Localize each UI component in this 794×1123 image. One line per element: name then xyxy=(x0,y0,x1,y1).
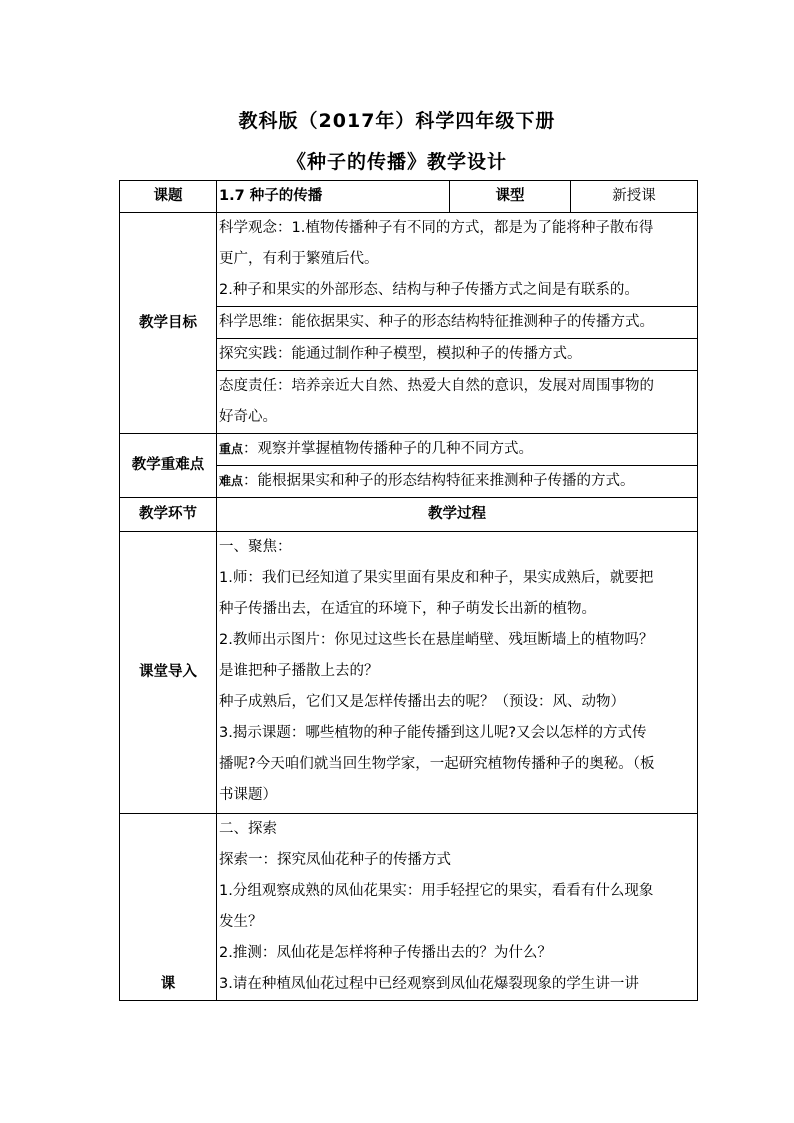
explore-label: 课 xyxy=(120,814,217,1001)
objective-attitude xyxy=(217,371,698,434)
stage-label: 教学环节 xyxy=(120,498,217,532)
key-prefix: 重点 xyxy=(219,442,244,456)
lesson-plan-table xyxy=(119,180,698,1001)
explore-line: 发生？ xyxy=(219,914,263,930)
difficult-point xyxy=(217,466,698,498)
intro-line: 1.师：我们已经知道了果实里面有果皮和种子，果实成熟后，就要把 xyxy=(219,570,654,586)
intro-line: 播呢?今天咱们就当回生物学家，一起研究植物传播种子的奥秘。（板 xyxy=(219,756,655,772)
intro-row xyxy=(120,532,698,814)
process-header-row xyxy=(120,498,698,532)
type-label: 课型 xyxy=(450,181,571,213)
objectives-row-1 xyxy=(120,213,698,307)
intro-line: 种子传播出去，在适宜的环境下，种子萌发长出新的植物。 xyxy=(219,601,596,617)
intro-line: 一、聚焦： xyxy=(219,539,292,555)
objective-science-thinking xyxy=(217,307,698,339)
intro-content xyxy=(217,532,698,814)
key-points-row-1 xyxy=(120,434,698,466)
explore-line: 二、探索 xyxy=(219,821,277,837)
objective-text: 科学观念：1.植物传播种子有不同的方式，都是为了能将种子散布得 xyxy=(219,220,654,236)
document-title-line2: 《种子的传播》教学设计 xyxy=(286,151,507,173)
header-row xyxy=(120,181,698,213)
objective-text: 探究实践：能通过制作种子模型，模拟种子的传播方式。 xyxy=(219,346,582,362)
explore-line: 探索一：探究凤仙花种子的传播方式 xyxy=(219,852,451,868)
key-point xyxy=(217,434,698,466)
objective-text: 更广，有利于繁殖后代。 xyxy=(219,251,379,267)
intro-line: 种子成熟后，它们又是怎样传播出去的呢？（预设：风、动物） xyxy=(219,694,625,710)
explore-content xyxy=(217,814,698,1001)
objective-text: 科学思维：能依据果实、种子的形态结构特征推测种子的传播方式。 xyxy=(219,314,654,330)
difficult-text: ：能根据果实和种子的形态结构特征来推测种子传播的方式。 xyxy=(243,473,635,489)
topic-value: 1.7 种子的传播 xyxy=(217,181,450,213)
type-value: 新授课 xyxy=(571,181,698,213)
topic-label: 课题 xyxy=(120,181,217,213)
objective-text: 好奇心。 xyxy=(219,409,277,425)
key-points-label: 教学重难点 xyxy=(120,434,217,498)
intro-line: 是谁把种子播散上去的？ xyxy=(219,663,379,679)
objectives-label: 教学目标 xyxy=(120,213,217,434)
intro-line: 3.揭示课题：哪些植物的种子能传播到这儿呢?又会以怎样的方式传 xyxy=(219,725,647,741)
explore-line: 2.推测：凤仙花是怎样将种子传播出去的？为什么？ xyxy=(219,945,552,961)
explore-line: 3.请在种植凤仙花过程中已经观察到凤仙花爆裂现象的学生讲一讲 xyxy=(219,976,639,992)
difficult-prefix: 难点 xyxy=(219,474,244,488)
intro-label: 课堂导入 xyxy=(120,532,217,814)
explore-row xyxy=(120,814,698,1001)
objective-text: 态度责任：培养亲近大自然、热爱大自然的意识，发展对周围事物的 xyxy=(219,378,654,394)
explore-line: 1.分组观察成熟的凤仙花果实：用手轻捏它的果实，看看有什么现象 xyxy=(219,883,654,899)
key-text: ：观察并掌握植物传播种子的几种不同方式。 xyxy=(243,441,534,457)
objective-text: 2.种子和果实的外部形态、结构与种子传播方式之间是有联系的。 xyxy=(219,282,639,298)
objective-science-concept xyxy=(217,213,698,307)
process-label: 教学过程 xyxy=(217,498,698,532)
document-title-line1: 教科版（2017年）科学四年级下册 xyxy=(238,110,556,132)
intro-line: 书课题） xyxy=(219,787,277,803)
intro-line: 2.教师出示图片：你见过这些长在悬崖峭壁、残垣断墙上的植物吗？ xyxy=(219,632,654,648)
objective-inquiry-practice xyxy=(217,339,698,371)
